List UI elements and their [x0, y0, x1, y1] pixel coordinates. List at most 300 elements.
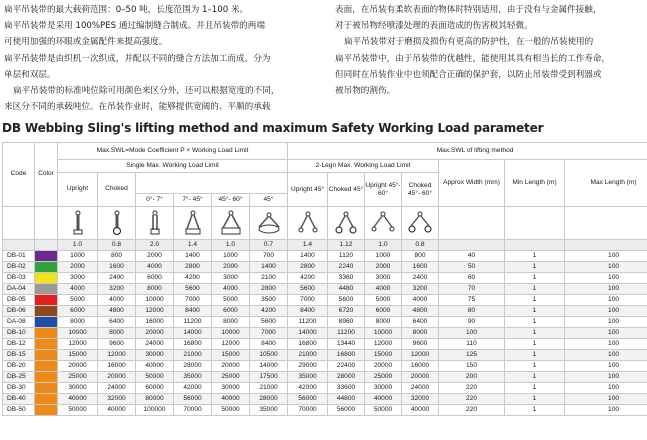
table-cell: 14000: [288, 328, 328, 339]
table-cell: 1: [505, 328, 565, 339]
table-cell: 100: [565, 273, 647, 284]
table-cell: 5000: [58, 295, 98, 306]
table-cell: 33600: [328, 383, 365, 394]
table-cell: 32000: [98, 394, 136, 405]
sling-code: DB-06: [3, 306, 35, 317]
table-cell: 44800: [328, 394, 365, 405]
table-cell: 8000: [365, 317, 402, 328]
table-cell: 20000: [212, 361, 250, 372]
table-cell: 10000: [58, 328, 98, 339]
intro-paragraph: 对于被吊物经喷漆处理的表面造成的伤害极其轻微。: [335, 21, 533, 32]
table-cell: 12000: [58, 339, 98, 350]
table-cell: 12000: [365, 339, 402, 350]
table-cell: 21000: [174, 350, 212, 361]
table-cell: 28000: [250, 394, 288, 405]
mode-coefficient-cell: 0.7: [250, 240, 288, 251]
table-cell: 5000: [365, 295, 402, 306]
table-cell: 35000: [288, 372, 328, 383]
table-cell: 70: [439, 284, 505, 295]
intro-paragraph: 表面，在吊装有柔软表面的物体时特别适用，由于没有与金属件接触，: [335, 5, 602, 15]
upright-lift-icon: [58, 207, 98, 240]
sling-code: DB-20: [3, 361, 35, 372]
table-cell: 125: [439, 350, 505, 361]
table-cell: 7000: [174, 295, 212, 306]
mode-coefficient-cell: 1.4: [174, 240, 212, 251]
table-cell: 4000: [365, 284, 402, 295]
sling-code: DB-15: [3, 350, 35, 361]
table-cell: 2240: [328, 262, 365, 273]
table-cell: 1000: [58, 251, 98, 262]
table-cell: 1600: [98, 262, 136, 273]
table-cell: 40000: [98, 405, 136, 416]
table-cell: 32000: [402, 394, 439, 405]
formula-left: Max.SWL=Mode Coefficient P × Working Load Limit: [58, 143, 288, 160]
mode-coefficient-row: [3, 240, 647, 251]
table-cell: 1: [505, 361, 565, 372]
table-cell: 9600: [98, 339, 136, 350]
sling-code: DB-01: [3, 251, 35, 262]
choked-lift-icon: [98, 207, 136, 240]
table-cell: 70000: [174, 405, 212, 416]
table-cell: 50000: [212, 405, 250, 416]
table-cell: 8000: [402, 328, 439, 339]
table-cell: 8400: [288, 306, 328, 317]
intro-paragraph: 但同时在吊装作业中也须配合正确的保护套，以防止吊装带受到利器或: [335, 69, 602, 80]
table-cell: 10000: [212, 328, 250, 339]
color-swatch: [35, 273, 58, 284]
table-cell: 200: [439, 372, 505, 383]
color-swatch: [35, 350, 58, 361]
sling-code: DB-25: [3, 372, 35, 383]
table-row: [3, 284, 647, 295]
basket-lift-0-7-icon: [136, 207, 174, 240]
table-cell: 4200: [250, 306, 288, 317]
table-cell: 800: [98, 251, 136, 262]
formula-right: Max.SWL of lifting method: [288, 143, 647, 160]
table-cell: 16000: [136, 317, 174, 328]
table-cell: 25000: [58, 372, 98, 383]
table-cell: 150: [439, 361, 505, 372]
table-cell: 56000: [288, 394, 328, 405]
table-cell: 60000: [136, 383, 174, 394]
sling-code: DB-50: [3, 405, 35, 416]
sling-code: DB-12: [3, 339, 35, 350]
table-cell: 220: [439, 383, 505, 394]
intro-text: [0, 0, 647, 122]
sling-code: DB-03: [3, 273, 35, 284]
table-cell: 30000: [136, 350, 174, 361]
table-cell: 3000: [58, 273, 98, 284]
table-row: [3, 372, 647, 383]
icon-spacer: [439, 207, 505, 240]
table-row: [3, 262, 647, 273]
two-leg-upright-45-icon: [288, 207, 328, 240]
sling-code: DB-10: [3, 328, 35, 339]
table-cell: 4800: [98, 306, 136, 317]
table-cell: 50: [439, 262, 505, 273]
table-cell: 1: [505, 317, 565, 328]
table-cell: 25000: [212, 372, 250, 383]
column-header-two-leg-choked-45: Choked 45°: [328, 173, 365, 207]
table-cell: 14000: [174, 328, 212, 339]
two-leg-choked-45-icon: [328, 207, 365, 240]
table-cell: 8000: [136, 284, 174, 295]
table-cell: 3000: [212, 273, 250, 284]
table-cell: 8000: [98, 328, 136, 339]
table-cell: 11200: [174, 317, 212, 328]
table-cell: 100: [565, 317, 647, 328]
table-cell: 4200: [174, 273, 212, 284]
sling-code: DB-05: [3, 295, 35, 306]
table-cell: 100: [565, 372, 647, 383]
table-cell: 7000: [288, 295, 328, 306]
table-cell: 42000: [174, 383, 212, 394]
load-parameter-table: [2, 142, 647, 416]
table-cell: 40000: [402, 405, 439, 416]
table-cell: 20000: [402, 372, 439, 383]
color-swatch: [35, 339, 58, 350]
color-swatch: [35, 361, 58, 372]
table-cell: 100: [565, 361, 647, 372]
coefficient-spacer: [35, 240, 58, 251]
table-cell: 2400: [402, 273, 439, 284]
table-cell: 4200: [288, 273, 328, 284]
table-cell: 2000: [136, 251, 174, 262]
basket-lift-7-45-icon: [174, 207, 212, 240]
mode-coefficient-cell: 0.8: [402, 240, 439, 251]
color-swatch: [35, 328, 58, 339]
column-header-two-leg-choked-45-60: Choked 45°- 60°: [402, 173, 439, 207]
table-cell: 1400: [174, 251, 212, 262]
table-cell: 24000: [98, 383, 136, 394]
table-cell: 100: [565, 383, 647, 394]
table-cell: 29000: [288, 361, 328, 372]
table-row: [3, 405, 647, 416]
two-leg-upright-45-60-icon: [365, 207, 402, 240]
coefficient-spacer: [565, 240, 647, 251]
table-cell: 16000: [402, 361, 439, 372]
table-cell: 5000: [212, 295, 250, 306]
intro-paragraph: 来区分不同的承载吨位。在吊装作业时，能够提供宽阔的、平顺的承载: [4, 102, 271, 113]
table-heading: DB Webbing Sling's lifting method and maximum Safety Working Load parameter: [2, 121, 544, 135]
table-cell: 9600: [402, 339, 439, 350]
table-cell: 1: [505, 273, 565, 284]
mode-coefficient-cell: 1.0: [212, 240, 250, 251]
mode-coefficient-cell: 2.0: [136, 240, 174, 251]
two-leg-header: 2-Legn Max. Working Load Limit: [288, 160, 439, 173]
color-swatch: [35, 372, 58, 383]
table-cell: 40000: [136, 361, 174, 372]
intro-paragraph: 扁平吊装带是由织机一次织成，并配以不同的缝合方法加工而成，分为: [4, 53, 271, 64]
table-cell: 3500: [250, 295, 288, 306]
table-cell: 20000: [365, 361, 402, 372]
mode-coefficient-cell: 0.8: [98, 240, 136, 251]
table-cell: 4000: [136, 262, 174, 273]
coefficient-spacer: [505, 240, 565, 251]
intro-left-column: [4, 2, 334, 115]
column-header-code: Code: [3, 143, 35, 207]
table-row: [3, 328, 647, 339]
icon-spacer: [505, 207, 565, 240]
icon-spacer: [3, 207, 35, 240]
color-swatch: [35, 262, 58, 273]
table-cell: 3000: [365, 273, 402, 284]
table-cell: 10500: [250, 350, 288, 361]
table-cell: 4000: [212, 284, 250, 295]
table-row: [3, 295, 647, 306]
table-cell: 220: [439, 394, 505, 405]
table-cell: 56000: [328, 405, 365, 416]
table-cell: 10000: [136, 295, 174, 306]
basket-lift-45-60-icon: [212, 207, 250, 240]
table-cell: 11200: [288, 317, 328, 328]
table-cell: 12000: [212, 339, 250, 350]
column-header-max-length: Max Length (m): [565, 160, 647, 207]
icon-spacer: [35, 207, 58, 240]
column-header-basket-45-60: 45°- 60°: [212, 194, 250, 207]
table-cell: 15000: [365, 350, 402, 361]
table-cell: 30000: [212, 383, 250, 394]
table-cell: 100: [565, 251, 647, 262]
intro-paragraph: 单层和双层。: [4, 69, 56, 80]
table-cell: 4000: [58, 284, 98, 295]
sling-code: DB-30: [3, 383, 35, 394]
table-cell: 80: [439, 306, 505, 317]
table-cell: 2100: [250, 273, 288, 284]
table-cell: 25000: [365, 372, 402, 383]
intro-paragraph: 扁平吊装带的最大载荷范围：0–50 吨，长度范围为 1–100 米。: [4, 5, 249, 15]
color-swatch: [35, 405, 58, 416]
table-cell: 100: [439, 328, 505, 339]
table-cell: 6000: [136, 273, 174, 284]
mode-coefficient-cell: 1.12: [328, 240, 365, 251]
table-cell: 1: [505, 251, 565, 262]
table-cell: 1000: [212, 251, 250, 262]
table-cell: 8960: [328, 317, 365, 328]
table-cell: 21000: [250, 383, 288, 394]
column-header-two-leg-upright-45-60: Upright 45°- 60°: [365, 173, 402, 207]
table-cell: 1600: [402, 262, 439, 273]
sling-code: DA-04: [3, 284, 35, 295]
table-cell: 8400: [174, 306, 212, 317]
table-cell: 6400: [98, 317, 136, 328]
coefficient-spacer: [3, 240, 35, 251]
two-leg-choked-45-60-icon: [402, 207, 439, 240]
sling-code: DA-08: [3, 317, 35, 328]
table-cell: 1: [505, 284, 565, 295]
color-swatch: [35, 284, 58, 295]
table-cell: 50000: [365, 405, 402, 416]
column-header-choked: Choked: [98, 173, 136, 207]
table-cell: 12000: [98, 350, 136, 361]
table-cell: 2000: [58, 262, 98, 273]
basket-lift-45-icon: [250, 207, 288, 240]
mode-coefficient-cell: 1.4: [288, 240, 328, 251]
table-cell: 20000: [136, 328, 174, 339]
table-cell: 6000: [365, 306, 402, 317]
table-cell: 4000: [402, 295, 439, 306]
table-cell: 700: [250, 251, 288, 262]
table-data-body: [3, 251, 647, 416]
coefficient-spacer: [439, 240, 505, 251]
table-cell: 35000: [174, 372, 212, 383]
mode-coefficient-cell: 1.0: [365, 240, 402, 251]
color-swatch: [35, 383, 58, 394]
table-cell: 40: [439, 251, 505, 262]
table-cell: 4800: [402, 306, 439, 317]
intro-paragraph: 扁平吊装带对于磨损及损伤有更高的防护性，在一般的吊装使用的: [344, 37, 594, 48]
table-cell: 1: [505, 306, 565, 317]
table-cell: 16800: [174, 339, 212, 350]
table-cell: 6720: [328, 306, 365, 317]
color-swatch: [35, 251, 58, 262]
table-cell: 7000: [250, 328, 288, 339]
table-cell: 1400: [250, 262, 288, 273]
single-leg-header: Single Max. Working Load Limit: [58, 160, 288, 173]
icon-spacer: [565, 207, 647, 240]
table-cell: 20000: [98, 372, 136, 383]
table-cell: 2000: [212, 262, 250, 273]
table-cell: 40000: [365, 394, 402, 405]
table-cell: 11200: [328, 328, 365, 339]
table-cell: 5600: [328, 295, 365, 306]
table-cell: 24000: [402, 383, 439, 394]
table-cell: 70000: [288, 405, 328, 416]
table-cell: 17500: [250, 372, 288, 383]
table-cell: 21000: [288, 350, 328, 361]
table-cell: 100: [565, 328, 647, 339]
table-cell: 2800: [288, 262, 328, 273]
column-header-basket-45: 45°: [250, 194, 288, 207]
table-cell: 42000: [288, 383, 328, 394]
table-cell: 16800: [288, 339, 328, 350]
table-cell: 2800: [174, 262, 212, 273]
color-swatch: [35, 394, 58, 405]
table-cell: 6400: [402, 317, 439, 328]
table-cell: 40000: [58, 394, 98, 405]
intro-paragraph: 可使用加强的环眼或金属配件来提高强度。: [4, 37, 168, 48]
table-cell: 8000: [58, 317, 98, 328]
table-cell: 100000: [136, 405, 174, 416]
table-cell: 13440: [328, 339, 365, 350]
table-cell: 10000: [365, 328, 402, 339]
table-row: [3, 361, 647, 372]
table-cell: 90: [439, 317, 505, 328]
table-cell: 6000: [58, 306, 98, 317]
table-cell: 28000: [174, 361, 212, 372]
color-swatch: [35, 295, 58, 306]
table-cell: 30000: [365, 383, 402, 394]
table-cell: 5600: [250, 317, 288, 328]
table-cell: 50000: [136, 372, 174, 383]
column-header-approx-width: Approx Width (mm): [439, 160, 505, 207]
table-cell: 3200: [402, 284, 439, 295]
table-cell: 8000: [212, 317, 250, 328]
table-cell: 1: [505, 383, 565, 394]
column-header-upright: Upright: [58, 173, 98, 207]
column-header-color: Color: [35, 143, 58, 207]
table-cell: 24000: [136, 339, 174, 350]
sling-code: DB-02: [3, 262, 35, 273]
table-cell: 14000: [250, 361, 288, 372]
intro-paragraph: 被吊物的割伤。: [335, 86, 396, 97]
table-cell: 2000: [365, 262, 402, 273]
table-cell: 15000: [212, 350, 250, 361]
table-cell: 1: [505, 350, 565, 361]
table-row: [3, 339, 647, 350]
intro-right-column: [335, 2, 647, 99]
table-cell: 75: [439, 295, 505, 306]
table-cell: 35000: [250, 405, 288, 416]
table-cell: 1: [505, 339, 565, 350]
table-cell: 12000: [402, 350, 439, 361]
table-cell: 2400: [98, 273, 136, 284]
table-row: [3, 273, 647, 284]
table-cell: 100: [565, 339, 647, 350]
table-row: [3, 317, 647, 328]
intro-paragraph: 扁平吊装带中，由于吊装带的优越性，能使用其具有相当长的工作寿命，: [335, 53, 611, 64]
table-cell: 22400: [328, 361, 365, 372]
table-cell: 8400: [250, 339, 288, 350]
table-cell: 220: [439, 405, 505, 416]
mode-coefficient-cell: 1.0: [58, 240, 98, 251]
table-cell: 2800: [250, 284, 288, 295]
table-cell: 1000: [365, 251, 402, 262]
intro-paragraph: 扁平吊装带是采用 100%PES 通过编制缝合制成。并且吊装带的两端: [4, 21, 265, 32]
table-cell: 100: [565, 394, 647, 405]
table-cell: 5600: [288, 284, 328, 295]
table-cell: 100: [565, 295, 647, 306]
color-swatch: [35, 317, 58, 328]
color-swatch: [35, 306, 58, 317]
table-row: [3, 383, 647, 394]
table-cell: 56000: [174, 394, 212, 405]
table-cell: 3200: [98, 284, 136, 295]
table-cell: 1: [505, 394, 565, 405]
table-cell: 100: [565, 350, 647, 361]
column-header-basket-0-7: 0°- 7°: [136, 194, 174, 207]
table-cell: 28000: [328, 372, 365, 383]
table-cell: 1: [505, 295, 565, 306]
table-cell: 60: [439, 273, 505, 284]
table-cell: 100: [565, 284, 647, 295]
table-cell: 1120: [328, 251, 365, 262]
table-row: [3, 394, 647, 405]
table-cell: 4000: [98, 295, 136, 306]
intro-paragraph: 扁平吊装带的标准吨位除可用颜色来区分外，还可以根据宽度的不同，: [13, 86, 280, 97]
table-cell: 16000: [98, 361, 136, 372]
table-cell: 20000: [58, 361, 98, 372]
table-cell: 1: [505, 405, 565, 416]
table-cell: 80000: [136, 394, 174, 405]
column-header-two-leg-upright-45: Upright 45°: [288, 173, 328, 207]
column-header-min-length: Min Length (m): [505, 160, 565, 207]
table-row: [3, 306, 647, 317]
table-cell: 800: [402, 251, 439, 262]
table-cell: 15000: [58, 350, 98, 361]
table-cell: 12000: [136, 306, 174, 317]
table-cell: 1400: [288, 251, 328, 262]
basket-header-spacer: [136, 173, 288, 194]
table-cell: 100: [565, 306, 647, 317]
table-cell: 1: [505, 372, 565, 383]
sling-code: DB-40: [3, 394, 35, 405]
table-cell: 110: [439, 339, 505, 350]
table-cell: 16800: [328, 350, 365, 361]
table-cell: 5600: [174, 284, 212, 295]
table-row: [3, 251, 647, 262]
table-cell: 100: [565, 262, 647, 273]
